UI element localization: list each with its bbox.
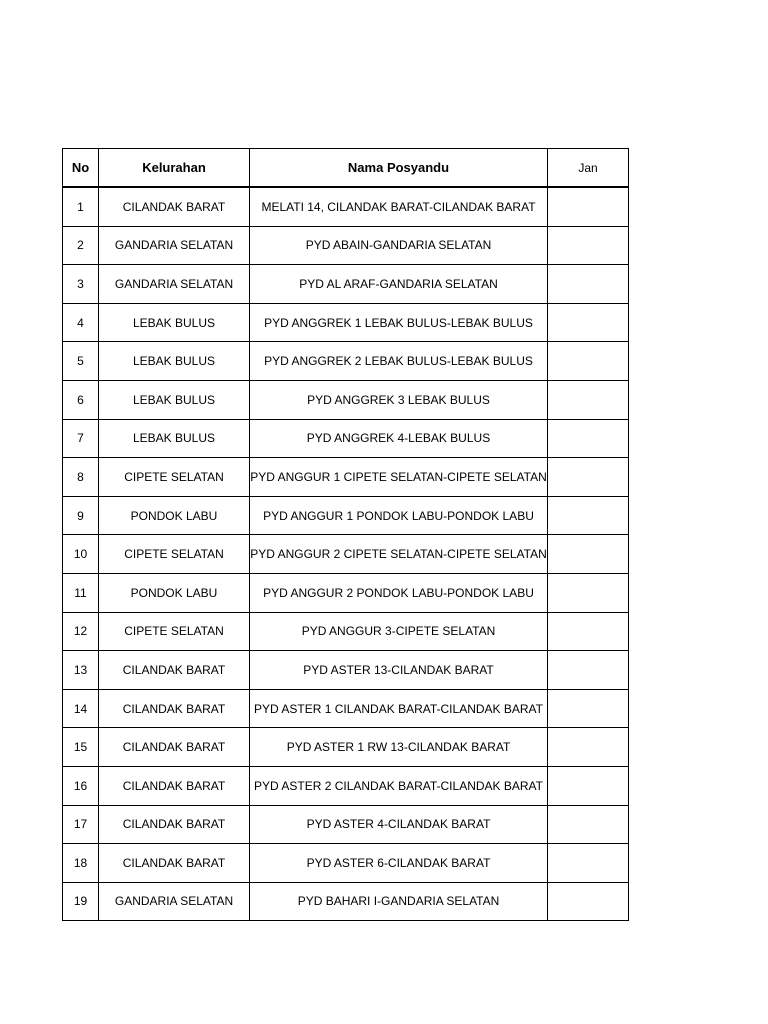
table-row	[63, 380, 629, 419]
cell-jan[interactable]	[548, 805, 629, 844]
header-jan: Jan	[548, 149, 629, 188]
cell-nama-posyandu: PYD AL ARAF-GANDARIA SELATAN	[250, 265, 548, 304]
table-row	[63, 496, 629, 535]
cell-no: 19	[63, 882, 99, 921]
table-row	[63, 187, 629, 226]
cell-jan[interactable]	[548, 882, 629, 921]
cell-kelurahan: PONDOK LABU	[99, 573, 250, 612]
cell-kelurahan: CILANDAK BARAT	[99, 651, 250, 690]
cell-kelurahan: CIPETE SELATAN	[99, 612, 250, 651]
cell-jan[interactable]	[548, 265, 629, 304]
cell-kelurahan: CILANDAK BARAT	[99, 844, 250, 883]
cell-jan[interactable]	[548, 496, 629, 535]
table-row	[63, 689, 629, 728]
table-row	[63, 303, 629, 342]
table-row	[63, 612, 629, 651]
cell-no: 13	[63, 651, 99, 690]
cell-jan[interactable]	[548, 728, 629, 767]
cell-kelurahan: CILANDAK BARAT	[99, 689, 250, 728]
cell-no: 2	[63, 226, 99, 265]
cell-nama-posyandu: PYD BAHARI I-GANDARIA SELATAN	[250, 882, 548, 921]
cell-no: 15	[63, 728, 99, 767]
cell-nama-posyandu: PYD ASTER 2 CILANDAK BARAT-CILANDAK BARAT	[250, 766, 548, 805]
cell-jan[interactable]	[548, 380, 629, 419]
cell-jan[interactable]	[548, 689, 629, 728]
table-row	[63, 766, 629, 805]
cell-kelurahan: LEBAK BULUS	[99, 342, 250, 381]
table-row	[63, 882, 629, 921]
cell-jan[interactable]	[548, 458, 629, 497]
cell-nama-posyandu: PYD ASTER 6-CILANDAK BARAT	[250, 844, 548, 883]
header-row	[63, 149, 629, 188]
table-row	[63, 651, 629, 690]
cell-jan[interactable]	[548, 303, 629, 342]
header-kelurahan: Kelurahan	[99, 149, 250, 188]
posyandu-table	[62, 148, 629, 921]
cell-nama-posyandu: PYD ASTER 4-CILANDAK BARAT	[250, 805, 548, 844]
table-row	[63, 844, 629, 883]
cell-no: 6	[63, 380, 99, 419]
table-header	[63, 149, 629, 188]
cell-no: 14	[63, 689, 99, 728]
cell-kelurahan: CILANDAK BARAT	[99, 728, 250, 767]
table-row	[63, 573, 629, 612]
cell-kelurahan: LEBAK BULUS	[99, 419, 250, 458]
cell-jan[interactable]	[548, 766, 629, 805]
cell-nama-posyandu: PYD ANGGUR 2 CIPETE SELATAN-CIPETE SELATAN	[250, 535, 548, 574]
cell-kelurahan: GANDARIA SELATAN	[99, 226, 250, 265]
cell-kelurahan: CIPETE SELATAN	[99, 535, 250, 574]
cell-kelurahan: PONDOK LABU	[99, 496, 250, 535]
table-row	[63, 265, 629, 304]
cell-jan[interactable]	[548, 612, 629, 651]
cell-nama-posyandu: PYD ASTER 1 RW 13-CILANDAK BARAT	[250, 728, 548, 767]
cell-no: 7	[63, 419, 99, 458]
cell-nama-posyandu: PYD ANGGUR 1 CIPETE SELATAN-CIPETE SELATAN	[250, 458, 548, 497]
cell-nama-posyandu: PYD ASTER 1 CILANDAK BARAT-CILANDAK BARAT	[250, 689, 548, 728]
cell-nama-posyandu: PYD ABAIN-GANDARIA SELATAN	[250, 226, 548, 265]
table-row	[63, 728, 629, 767]
table-row	[63, 342, 629, 381]
cell-no: 11	[63, 573, 99, 612]
cell-kelurahan: CIPETE SELATAN	[99, 458, 250, 497]
table-row	[63, 458, 629, 497]
cell-jan[interactable]	[548, 226, 629, 265]
cell-no: 4	[63, 303, 99, 342]
cell-nama-posyandu: PYD ANGGUR 1 PONDOK LABU-PONDOK LABU	[250, 496, 548, 535]
cell-jan[interactable]	[548, 651, 629, 690]
cell-no: 1	[63, 187, 99, 226]
cell-jan[interactable]	[548, 342, 629, 381]
cell-nama-posyandu: PYD ANGGREK 2 LEBAK BULUS-LEBAK BULUS	[250, 342, 548, 381]
cell-no: 18	[63, 844, 99, 883]
cell-kelurahan: GANDARIA SELATAN	[99, 265, 250, 304]
cell-jan[interactable]	[548, 535, 629, 574]
cell-no: 10	[63, 535, 99, 574]
cell-no: 8	[63, 458, 99, 497]
cell-jan[interactable]	[548, 844, 629, 883]
cell-no: 9	[63, 496, 99, 535]
cell-no: 17	[63, 805, 99, 844]
cell-nama-posyandu: PYD ANGGUR 3-CIPETE SELATAN	[250, 612, 548, 651]
table-row	[63, 226, 629, 265]
table-row	[63, 805, 629, 844]
cell-no: 16	[63, 766, 99, 805]
header-nama-posyandu: Nama Posyandu	[250, 149, 548, 188]
cell-no: 3	[63, 265, 99, 304]
cell-nama-posyandu: PYD ANGGREK 4-LEBAK BULUS	[250, 419, 548, 458]
cell-nama-posyandu: PYD ANGGREK 1 LEBAK BULUS-LEBAK BULUS	[250, 303, 548, 342]
table-body	[63, 187, 629, 921]
cell-jan[interactable]	[548, 419, 629, 458]
cell-no: 5	[63, 342, 99, 381]
cell-kelurahan: LEBAK BULUS	[99, 303, 250, 342]
cell-jan[interactable]	[548, 187, 629, 226]
cell-jan[interactable]	[548, 573, 629, 612]
cell-nama-posyandu: PYD ANGGREK 3 LEBAK BULUS	[250, 380, 548, 419]
cell-nama-posyandu: PYD ASTER 13-CILANDAK BARAT	[250, 651, 548, 690]
cell-kelurahan: CILANDAK BARAT	[99, 805, 250, 844]
cell-kelurahan: CILANDAK BARAT	[99, 766, 250, 805]
cell-kelurahan: GANDARIA SELATAN	[99, 882, 250, 921]
table-row	[63, 419, 629, 458]
cell-no: 12	[63, 612, 99, 651]
header-no: No	[63, 149, 99, 188]
cell-nama-posyandu: PYD ANGGUR 2 PONDOK LABU-PONDOK LABU	[250, 573, 548, 612]
table-row	[63, 535, 629, 574]
cell-kelurahan: LEBAK BULUS	[99, 380, 250, 419]
cell-nama-posyandu: MELATI 14, CILANDAK BARAT-CILANDAK BARAT	[250, 187, 548, 226]
cell-kelurahan: CILANDAK BARAT	[99, 187, 250, 226]
